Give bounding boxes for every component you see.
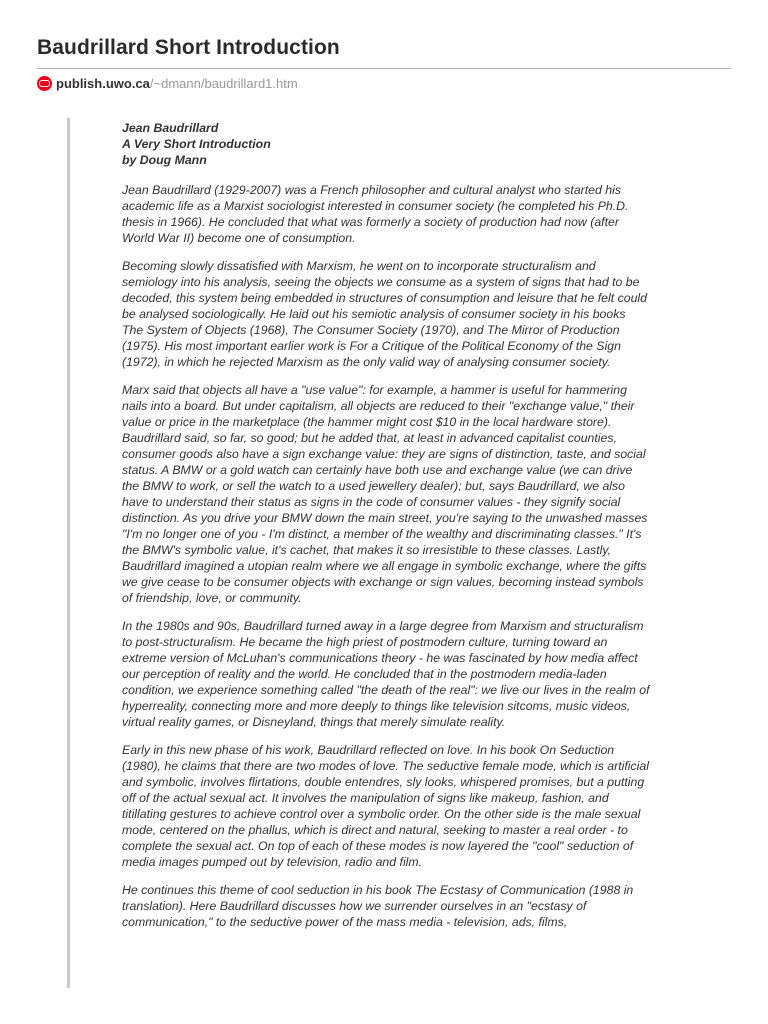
link-icon <box>37 76 52 91</box>
blockquote-bar <box>67 118 70 988</box>
title-divider <box>37 68 731 69</box>
source-path[interactable]: /~dmann/baudrillard1.htm <box>149 75 298 91</box>
paragraph-5: Early in this new phase of his work, Baudrillard reflected on love. In his book On Seduction (1980), he claims that there are two modes of love. The seductive female mode, which is artificial and symbolic, involves flirtations, double entendres, sly looks, whispered promises, but a putting off of the actual sexual act. It involves the manipulation of signs like makeup, fashion, and titillating gestures to achieve control over a symbolic order. On the other side is the male sexual mode, centered on the phallus, which is direct and natural, seeking to master a real order - to complete the sexual act. On top of each of these modes is now layered the "cool" seduction of media images pumped out by television, radio and film. <box>122 743 649 869</box>
page-title: Baudrillard Short Introduction <box>37 36 340 59</box>
source-domain[interactable]: publish.uwo.ca <box>56 75 150 91</box>
byline-by: by Doug Mann <box>122 153 207 167</box>
paragraph-6: He continues this theme of cool seduction in his book The Ecstasy of Communication (1988 in translation). Here Baudrillard discusses how we surrender ourselves in an "ecstasy of communication," to the seductive power of the mass media - television, ads, films, <box>122 883 634 929</box>
article-body <box>122 120 650 988</box>
byline-title: A Very Short Introduction <box>122 137 271 151</box>
paragraph-3: Marx said that objects all have a "use value": for example, a hammer is useful for hammering nails into a board. But under capitalism, all objects are reduced to their "exchange value," their value or price in the marketplace (the hammer might cost $10 in the local hardware store). Baudrillard said, so far, so good; but he added that, at least in advanced capitalist counties, consumer goods also have a sign exchange value: they are signs of distinction, taste, and social status. A BMW or a gold watch can certainly have both use and exchange value (we can drive the BMW to work, or sell the watch to a used jewellery dealer); but, says Baudrillard, we also have to understand their status as signs in the code of consumer values - they signify social distinction. As you drive your BMW down the main street, you're saying to the unwashed masses "I'm no longer one of you - I'm distinct, a member of the wealthy and discriminating classes." It's the BMW's symbolic value, it's cachet, that makes it so irresistible to these classes. Lastly, Baudrillard imagined a utopian realm where we all engage in symbolic exchange, where the gifts we give cease to be consumer objects with exchange or sign values, becoming instead symbols of friendship, love, or community. <box>122 383 648 605</box>
paragraph-1: Jean Baudrillard (1929-2007) was a French philosopher and cultural analyst who started his academic life as a Marxist sociologist interested in consumer society (he completed his Ph.D. thesis in 1966). He concluded that what was formerly a society of production had now (after World War II) become one of consumption. <box>122 183 629 245</box>
byline <box>122 120 650 168</box>
paragraph-2: Becoming slowly dissatisfied with Marxism, he went on to incorporate structuralism and semiology into his analysis, seeing the objects we consume as a system of signs that had to be decoded, this system being embedded in structures of consumption and leisure that he felt could be analysed sociologically. He laid out his semiotic analysis of consumer society in his books The System of Objects (1968), The Consumer Society (1970), and The Mirror of Production (1975). His most important earlier work is For a Critique of the Political Economy of the Sign (1972), in which he rejected Marxism as the only valid way of analysing consumer society. <box>122 259 647 369</box>
paragraph-4: In the 1980s and 90s, Baudrillard turned away in a large degree from Marxism and structuralism to post-structuralism. He became the high priest of postmodern culture, turning toward an extreme version of McLuhan's communications theory - he was fascinated by how media affect our perception of reality and the world. He concluded that in the postmodern media-laden condition, we experience something called "the death of the real": we live our lives in the realm of hyperreality, connecting more and more deeply to things like television sitcoms, music videos, virtual reality games, or Disneyland, things that merely simulate reality. <box>122 619 650 729</box>
byline-author: Jean Baudrillard <box>122 121 219 135</box>
source-link[interactable] <box>37 74 298 92</box>
